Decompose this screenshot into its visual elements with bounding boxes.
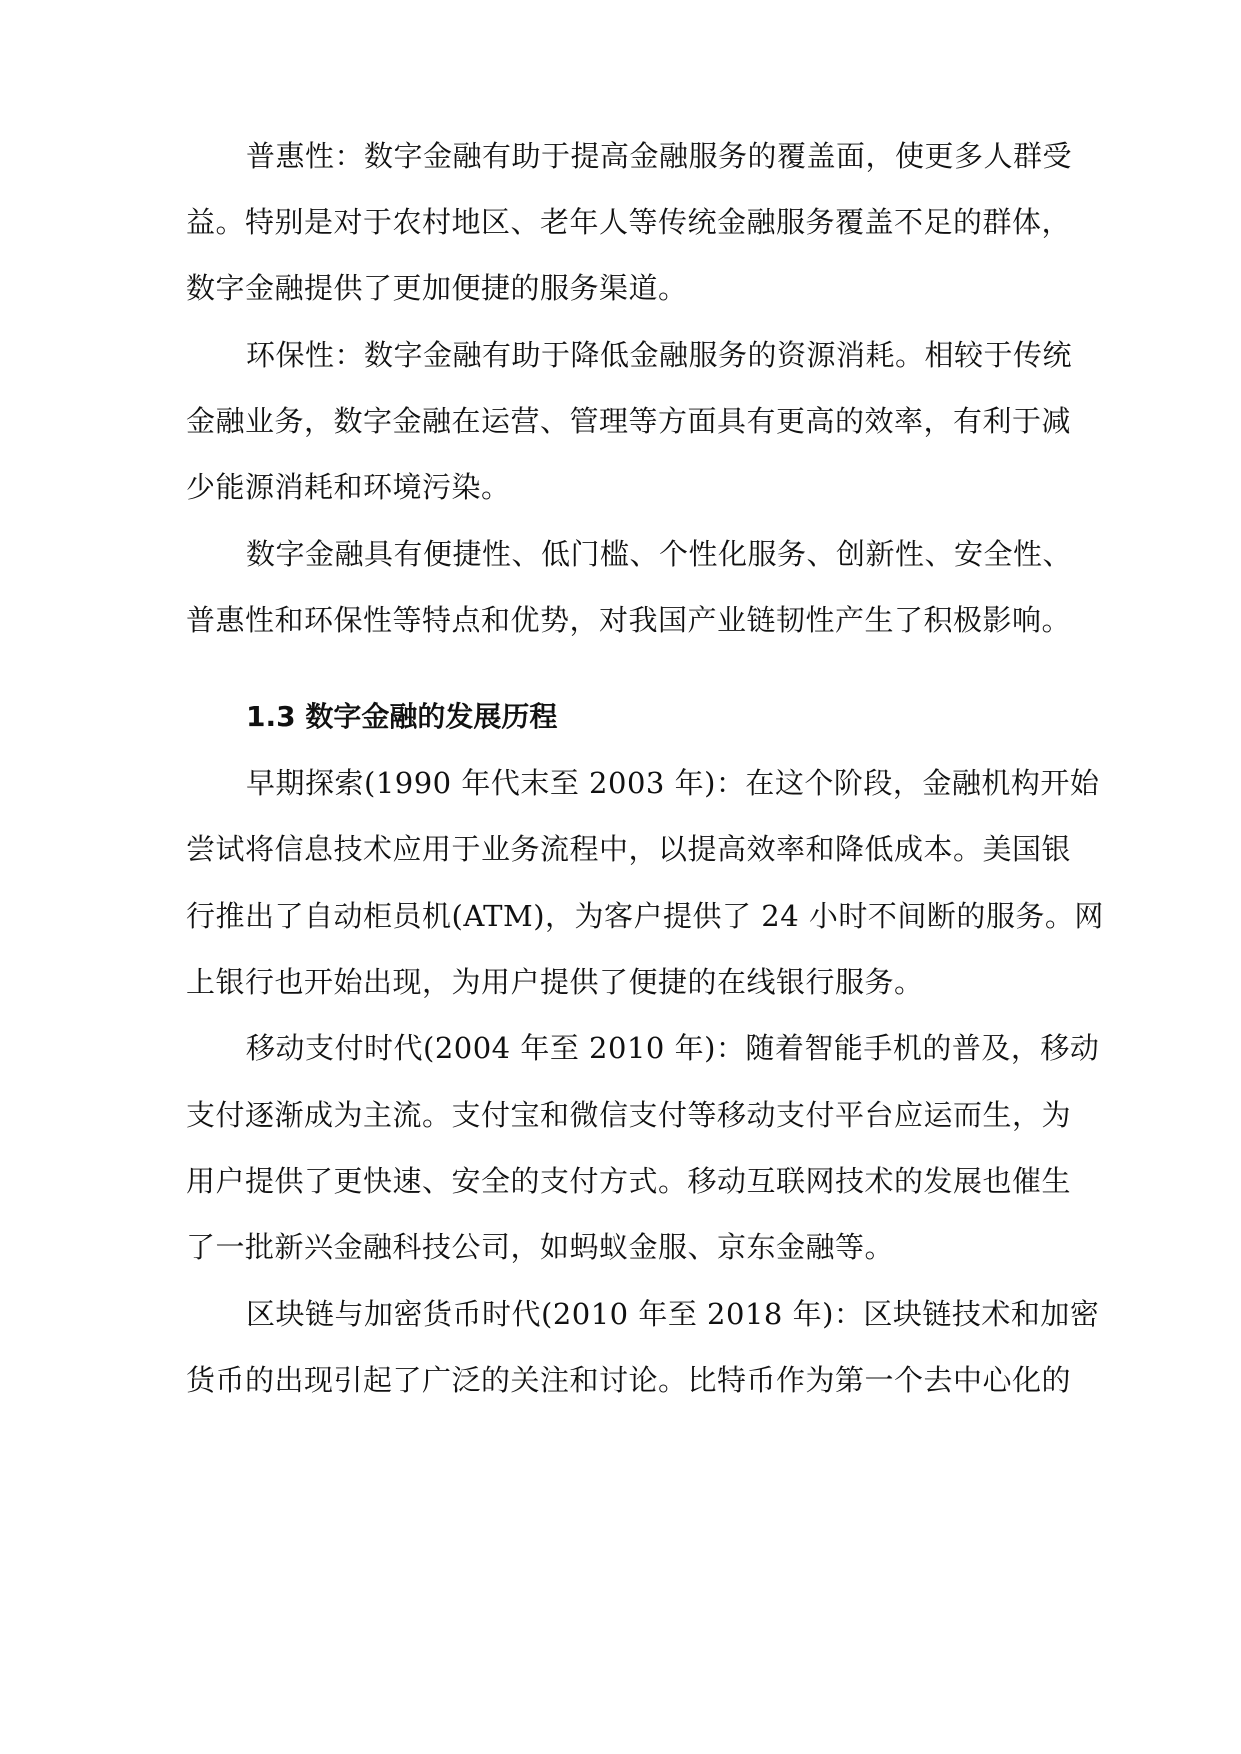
paragraph-summary-line-1: 数字金融具有便捷性、低门槛、个性化服务、创新性、安全性、 bbox=[246, 537, 1073, 571]
paragraph-inclusive-line-1: 普惠性：数字金融有助于提高金融服务的覆盖面，使更多人群受 bbox=[246, 139, 1073, 173]
paragraph-early-line-1: 早期探索(1990 年代末至 2003 年)：在这个阶段，金融机构开始 bbox=[246, 766, 1100, 800]
paragraph-blockchain-line-1: 区块链与加密货币时代(2010 年至 2018 年)：区块链技术和加密 bbox=[246, 1297, 1100, 1331]
paragraph-inclusive-line-3: 数字金融提供了更加便捷的服务渠道。 bbox=[186, 271, 688, 305]
paragraph-mobile-line-2: 支付逐渐成为主流。支付宝和微信支付等移动支付平台应运而生，为 bbox=[186, 1098, 1072, 1132]
paragraph-blockchain-line-2: 货币的出现引起了广泛的关注和讨论。比特币作为第一个去中心化的 bbox=[186, 1363, 1072, 1397]
paragraph-mobile-line-3: 用户提供了更快速、安全的支付方式。移动互联网技术的发展也催生 bbox=[186, 1164, 1072, 1198]
paragraph-early-line-2: 尝试将信息技术应用于业务流程中，以提高效率和降低成本。美国银 bbox=[186, 832, 1072, 866]
paragraph-mobile-line-1: 移动支付时代(2004 年至 2010 年)：随着智能手机的普及，移动 bbox=[246, 1031, 1100, 1065]
paragraph-inclusive-line-2: 益。特别是对于农村地区、老年人等传统金融服务覆盖不足的群体， bbox=[186, 205, 1072, 239]
paragraph-eco-line-3: 少能源消耗和环境污染。 bbox=[186, 470, 511, 504]
paragraph-summary-line-2: 普惠性和环保性等特点和优势，对我国产业链韧性产生了积极影响。 bbox=[186, 603, 1072, 637]
paragraph-eco-line-2: 金融业务，数字金融在运营、管理等方面具有更高的效率，有利于减 bbox=[186, 404, 1072, 438]
section-heading: 1.3 数字金融的发展历程 bbox=[246, 700, 558, 733]
paragraph-early-line-3: 行推出了自动柜员机(ATM)，为客户提供了 24 小时不间断的服务。网 bbox=[186, 899, 1104, 933]
paragraph-eco-line-1: 环保性：数字金融有助于降低金融服务的资源消耗。相较于传统 bbox=[246, 338, 1073, 372]
paragraph-early-line-4: 上银行也开始出现，为用户提供了便捷的在线银行服务。 bbox=[186, 965, 924, 999]
paragraph-mobile-line-4: 了一批新兴金融科技公司，如蚂蚁金服、京东金融等。 bbox=[186, 1230, 895, 1264]
